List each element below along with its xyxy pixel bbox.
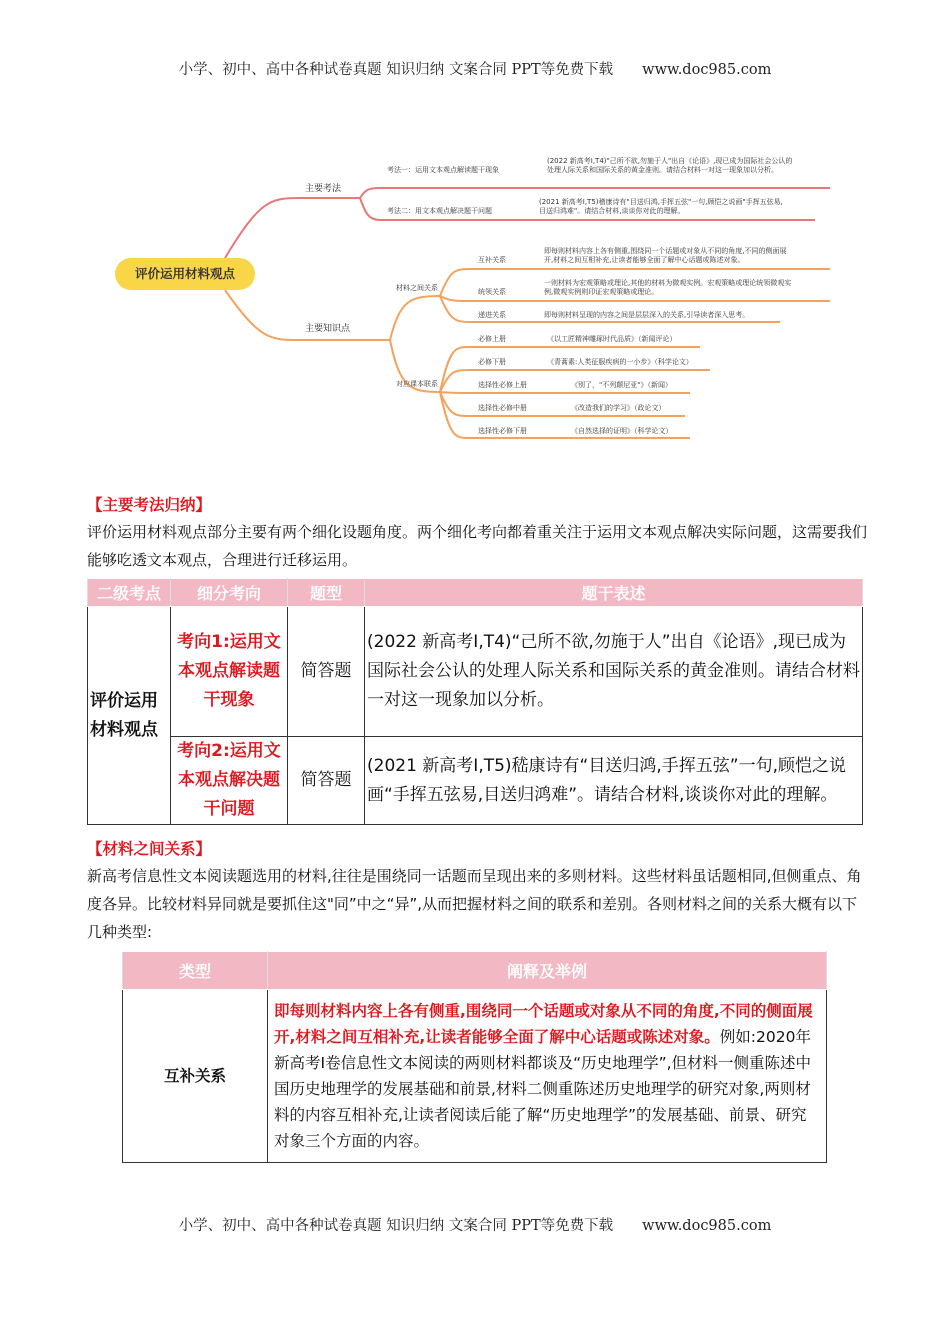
- mindmap-lines: [0, 0, 950, 460]
- col-header: 阐释及举例: [268, 952, 827, 990]
- mindmap-node: 必修下册: [478, 358, 506, 366]
- mindmap-detail: 《以工匠精神雕琢时代品质》（新闻评论）: [547, 335, 677, 343]
- mindmap-node: 必修上册: [478, 335, 506, 343]
- mindmap-node: 选择性必修下册: [478, 427, 527, 435]
- col-header: 细分考向: [171, 579, 288, 607]
- mindmap-root: 评价运用材料观点: [115, 258, 255, 290]
- section-text-methods: 评价运用材料观点部分主要有两个细化设题角度。两个细化考向都着重关注于运用文本观点解决实际问题，这需要我们能够吃透文本观点，合理进行迁移运用。: [87, 523, 868, 569]
- mindmap-node: 考法二：用文本观点解决题干问题: [387, 207, 492, 215]
- stem-cell: (2022 新高考Ⅰ,T4)“己所不欲,勿施于人”出自《论语》,现已成为国际社会公认的处理人际关系和国际关系的黄金准则。请结合材料一对这一现象加以分析。: [365, 607, 863, 737]
- mindmap-detail: 《自然选择的证明》（科学论文）: [571, 427, 673, 435]
- relation-type-cell: 互补关系: [123, 990, 268, 1163]
- mindmap-detail: 处理人际关系和国际关系的黄金准则。请结合材料一对这一现象加以分析。: [547, 166, 778, 174]
- mindmap-node: 对应课本联系: [396, 380, 438, 388]
- mindmap-detail: 目送归鸿难"。请结合材料,谈谈你对此的理解。: [539, 207, 685, 215]
- col-header: 类型: [123, 952, 268, 990]
- mindmap-detail: 一则材料为宏观策略或理论,其他的材料为微观实例。宏观策略或理论统领微观实: [544, 279, 792, 287]
- mindmap-node: 考法一：运用文本观点解读题干现象: [387, 166, 499, 174]
- mindmap-node: 递进关系: [478, 311, 506, 319]
- col-header: 题干表述: [365, 579, 863, 607]
- mindmap-node: 统领关系: [478, 288, 506, 296]
- stem-cell: (2021 新高考Ⅰ,T5)嵇康诗有“目送归鸿,手挥五弦”一句,顾恺之说画“手挥五弦易,目送归鸿难”。请结合材料,谈谈你对此的理解。: [365, 737, 863, 825]
- mindmap-node: 选择性必修中册: [478, 404, 527, 412]
- col-header: 二级考点: [88, 579, 171, 607]
- relations-table: [122, 951, 827, 1163]
- category-cell: 评价运用材料观点: [88, 607, 171, 825]
- mindmap-detail: 开,材料之间互相补充,让读者能够全面了解中心话题或陈述对象。: [544, 256, 745, 264]
- mindmap-detail: 《青蒿素:人类征服疾病的一小步》（科学论文）: [547, 358, 693, 366]
- direction-cell: 考向2:运用文本观点解决题干问题: [171, 737, 288, 825]
- mindmap-detail: (2022 新高考Ⅰ,T4)"己所不欲,勿施于人"出自《论语》,现已成为国际社会公认的: [547, 157, 793, 165]
- type-cell: 简答题: [288, 737, 365, 825]
- col-header: 题型: [288, 579, 365, 607]
- mindmap-node: 选择性必修上册: [478, 381, 527, 389]
- highlight-text: 即每则材料内容上各有侧重,围绕同一个话题或对象从不同的角度,不同的侧面展开,材料之间互相补充,让读者能够全面了解中心话题或陈述对象。: [274, 1002, 813, 1046]
- mindmap-branch-knowledge: 主要知识点: [305, 324, 351, 334]
- type-cell: 简答题: [288, 607, 365, 737]
- direction-cell: 考向1:运用文本观点解读题干现象: [171, 607, 288, 737]
- mindmap-node: 互补关系: [478, 256, 506, 264]
- section-text-relations: 新高考信息性文本阅读题选用的材料,往往是围绕同一话题而呈现出来的多则材料。这些材料虽话题相同,但侧重点、角度各异。比较材料异同就是要抓住这"同”中之“异”,从而把握材料之间的联系和差别。各则材料之间的关系大概有以下几种类型:: [87, 867, 862, 941]
- mindmap-branch-exam-methods: 主要考法: [305, 184, 342, 194]
- section-title-relations: 【材料之间关系】: [87, 840, 212, 858]
- mindmap-detail: 《改造我们的学习》（政论文）: [571, 404, 666, 412]
- example-text: 例如:2020年新高考Ⅰ卷信息性文本阅读的两则材料都谈及“历史地理学”,但材料一侧重陈述中国历史地理学的发展基础和前景,材料二侧重陈述历史地理学的研究对象,两则材料的内容互相补充,让读者阅读后能了解“历史地理学”的发展基础、前景、研究对象三个方面的内容。: [274, 1028, 812, 1150]
- mindmap-node: 材料之间关系: [396, 284, 438, 292]
- mindmap-detail: 即每则材料呈现的内容之间是层层深入的关系,引导读者深入思考。: [544, 311, 750, 319]
- section-title-methods: 【主要考法归纳】: [87, 496, 212, 514]
- mindmap-detail: 即每则材料内容上各有侧重,围绕同一个话题或对象从不同的角度,不同的侧面展: [544, 247, 787, 255]
- mindmap-detail: 例,微观实例则印证宏观策略或理论。: [544, 288, 659, 296]
- mindmap-detail: 《别了，"不列颠尼亚"》（新闻）: [571, 381, 672, 389]
- page-header: 小学、初中、高中各种试卷真题 知识归纳 文案合同 PPT等免费下载 www.doc985.com: [178, 62, 772, 78]
- exam-methods-table: [87, 578, 863, 825]
- page-footer: 小学、初中、高中各种试卷真题 知识归纳 文案合同 PPT等免费下载 www.doc985.com: [178, 1218, 772, 1234]
- mindmap-detail: (2021 新高考Ⅰ,T5)稽康诗有"目送归鸿,手挥五弦"一句,顾恺之说画"手挥五弦易,: [539, 198, 783, 206]
- relation-desc-cell: [268, 990, 827, 1163]
